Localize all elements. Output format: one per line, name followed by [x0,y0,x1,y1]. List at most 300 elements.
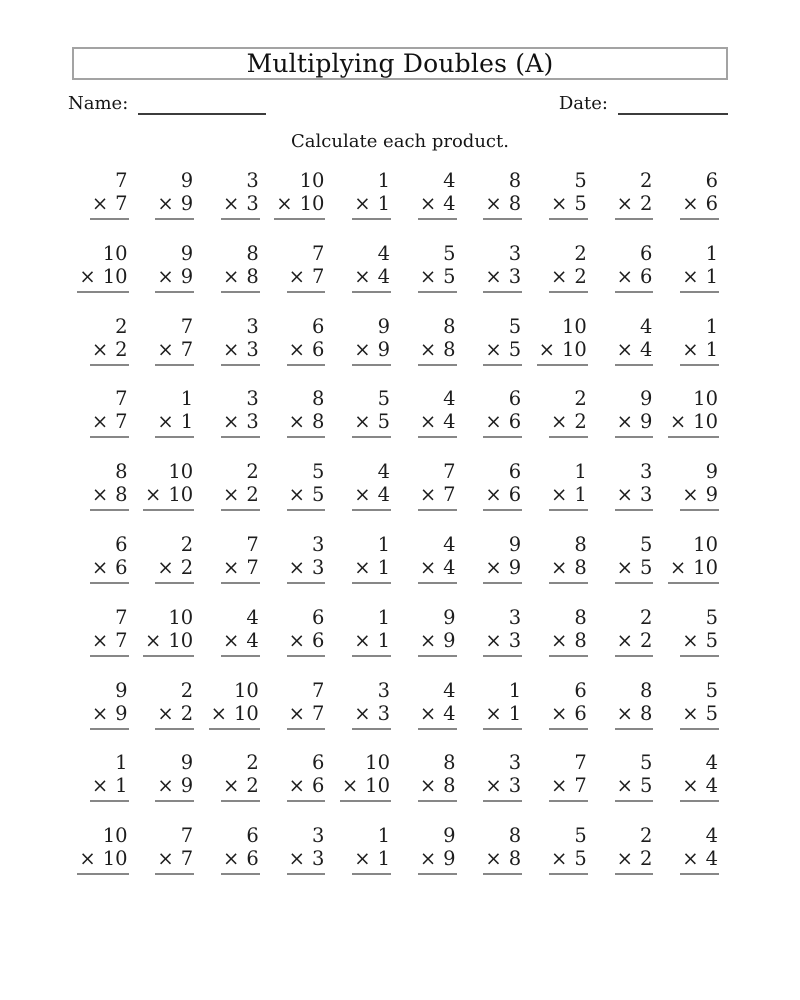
multiplication-problem [615,315,654,366]
multiplicand: 5 [705,605,718,629]
multiplier-line [551,702,587,725]
multiplicand: 7 [115,605,128,629]
multiplier-line [223,556,259,579]
multiplier: 2 [639,847,653,871]
multiply-icon: × [616,483,633,507]
multiplier: 10 [561,337,587,361]
multiply-icon: × [91,774,109,798]
multiplier-line [551,629,587,652]
multiplier: 3 [246,192,259,215]
multiplier: 2 [639,192,653,215]
multiplicand: 3 [311,532,325,556]
problem-cell [72,242,138,315]
multiply-icon: × [682,483,699,507]
multiplicand: 1 [705,241,718,265]
multiplicand: 5 [574,169,587,192]
multiplier-line [420,556,456,579]
multiplier: 9 [377,337,390,361]
problem-cell [400,387,466,460]
problem-cell [662,460,728,533]
multiplication-problem [418,242,457,293]
problem-cell [597,606,663,679]
multiplier-line [551,847,587,870]
multiplier-line [420,265,456,288]
multiplication-problem [221,242,260,293]
multiply-icon: × [419,410,437,434]
multiplier-line [157,702,193,725]
multiply-icon: × [485,774,502,798]
multiply-icon: × [354,555,371,579]
multiplicand: 7 [574,751,587,775]
problem-cell [400,751,466,824]
multiplicand: 1 [377,824,390,848]
multiply-icon: × [91,701,109,725]
multiplier: 7 [115,410,128,434]
multiplicand: 8 [311,387,325,411]
multiplication-problem [287,606,326,657]
multiplicand: 3 [246,387,259,411]
multiplier-line [223,847,259,870]
problem-cell [662,606,728,679]
multiplier: 10 [168,483,194,507]
multiplier: 10 [299,192,325,215]
multiplier-line [617,483,653,506]
problem-cell [662,824,728,897]
multiplicand: 5 [574,824,587,848]
multiplication-problem [90,533,129,584]
multiplicand: 10 [561,314,587,338]
multiplier: 7 [115,628,128,652]
multiply-icon: × [157,337,174,361]
multiplication-problem [352,606,391,657]
multiplier-line [157,556,193,579]
multiply-icon: × [551,701,568,725]
problem-cell [203,460,269,533]
multiply-icon: × [145,483,162,507]
multiply-icon: × [682,264,699,288]
multiplicand: 7 [115,169,128,192]
multiplier-line [157,192,193,215]
multiplier: 6 [115,555,128,579]
multiplier: 8 [574,555,587,579]
problem-cell [662,242,728,315]
multiplier-line [617,556,653,579]
multiplicand: 4 [443,678,456,702]
multiplier-line [92,702,128,725]
problem-cell [269,460,335,533]
problem-cell [72,169,138,242]
multiplier-line [420,410,456,433]
multiplication-problem [287,679,326,730]
multiplication-problem [483,242,522,293]
date-blank-line [618,113,728,115]
multiplication-problem [221,315,260,366]
multiply-icon: × [419,555,437,579]
multiplier-line [551,265,587,288]
multiplier-line [682,847,718,870]
multiplier-line [223,338,259,361]
multiply-icon: × [79,264,96,288]
multiplicand: 2 [180,532,194,556]
multiplication-problem [77,242,128,293]
multiplication-problem [155,824,194,875]
multiplicand: 1 [377,169,390,192]
multiplication-problem [352,387,391,438]
multiplicand: 7 [180,824,194,848]
multiplication-problem [549,533,588,584]
multiplier-line [485,265,521,288]
multiplication-problem [90,387,129,438]
multiplier: 5 [705,628,718,652]
problem-cell [531,824,597,897]
multiplier: 5 [639,555,653,579]
multiplier: 1 [574,483,587,507]
multiply-icon: × [288,701,305,725]
multiplier: 10 [102,847,128,871]
multiplier-line [157,410,193,433]
multiplier: 10 [365,774,390,798]
multiplier-line [289,702,325,725]
multiplication-problem [221,751,260,802]
multiplier: 5 [574,192,587,215]
problem-cell [269,169,335,242]
multiplier-line [223,265,259,288]
multiplier-line [420,629,456,652]
multiplicand: 2 [246,460,259,484]
multiplier: 2 [246,774,259,798]
multiplicand: 7 [115,387,128,411]
multiplication-problem [549,606,588,657]
multiplier: 3 [508,628,522,652]
multiplicand: 8 [639,678,653,702]
multiplication-problem [90,315,129,366]
multiplier-line [92,483,128,506]
multiply-icon: × [157,847,174,871]
multiplier: 3 [246,410,259,434]
problem-cell [466,751,532,824]
multiplier-line [354,483,390,506]
problem-cell [597,751,663,824]
multiplication-problem [615,169,654,220]
multiplier-line [92,410,128,433]
multiplicand: 6 [311,314,325,338]
multiplicand: 1 [508,678,522,702]
multiplier-line [354,847,390,870]
multiplicand: 4 [246,605,259,629]
multiply-icon: × [419,337,437,361]
multiplication-problem [221,533,260,584]
multiplication-problem [352,242,391,293]
multiplier-line [354,410,390,433]
multiplier: 3 [246,337,259,361]
multiply-icon: × [354,192,371,215]
multiplier: 8 [574,628,587,652]
problem-cell [269,315,335,388]
multiplication-problem [155,387,194,438]
multiply-icon: × [157,555,174,579]
multiplication-problem [287,315,326,366]
multiplicand: 7 [246,532,259,556]
multiplier: 7 [311,264,325,288]
problem-cell [138,242,204,315]
multiplier: 7 [443,483,456,507]
multiplication-problem [680,315,719,366]
problem-cell [203,315,269,388]
multiplier: 5 [311,483,325,507]
problem-cell [597,533,663,606]
multiplicand: 2 [246,751,259,775]
problem-cell [400,169,466,242]
name-label: Name: [68,93,129,114]
multiplication-problem [483,460,522,511]
multiplicand: 3 [639,460,653,484]
multiply-icon: × [485,410,502,434]
multiplier: 5 [377,410,390,434]
problem-cell [203,606,269,679]
problem-cell [400,679,466,752]
instruction-text: Calculate each product. [291,131,509,152]
multiplier-line [682,702,718,725]
multiply-icon: × [616,628,633,652]
multiply-icon: × [288,483,305,507]
multiplier: 8 [508,847,522,871]
multiply-icon: × [91,555,109,579]
multiply-icon: × [485,847,502,871]
multiplicand: 10 [693,532,718,556]
problem-cell [334,679,400,752]
multiplier: 7 [246,555,259,579]
multiplier-line [420,192,456,215]
multiplicand: 1 [377,532,390,556]
multiply-icon: × [91,628,109,652]
multiplier-line [551,410,587,433]
problem-cell [269,533,335,606]
multiplier: 3 [508,774,522,798]
problem-cell [334,824,400,897]
multiply-icon: × [157,264,174,288]
multiplier-line [289,629,325,652]
multiply-icon: × [223,628,240,652]
multiplier-line [92,192,128,215]
multiply-icon: × [288,337,305,361]
multiplier-line [354,265,390,288]
multiplier: 9 [443,847,456,871]
multiplier: 4 [377,483,390,507]
multiply-icon: × [79,847,96,871]
multiplicand: 10 [102,824,128,848]
problem-cell [662,169,728,242]
multiplicand: 6 [311,605,325,629]
multiplication-problem [352,315,391,366]
problem-cell [72,679,138,752]
multiply-icon: × [419,264,437,288]
multiplicand: 10 [299,169,325,192]
multiplication-problem [615,606,654,657]
multiplier: 9 [180,192,194,215]
multiplier: 1 [705,337,718,361]
multiplication-problem [221,824,260,875]
multiplicand: 5 [311,460,325,484]
multiply-icon: × [485,555,502,579]
multiplicand: 8 [443,314,456,338]
problem-cell [334,242,400,315]
multiplicand: 2 [574,241,587,265]
multiplier: 1 [115,774,128,798]
multiplication-problem [680,824,719,875]
multiplier-line [289,483,325,506]
multiplicand: 2 [115,314,128,338]
multiply-icon: × [682,701,699,725]
multiply-icon: × [485,628,502,652]
multiplier: 1 [377,628,390,652]
multiplicand: 4 [443,387,456,411]
multiply-icon: × [157,192,174,215]
multiplier: 4 [443,410,456,434]
multiplication-problem [537,315,588,366]
multiply-icon: × [157,774,174,798]
multiplication-problem [615,824,654,875]
problem-cell [597,679,663,752]
multiplier: 7 [115,192,128,215]
problem-cell [138,169,204,242]
multiplier-line [145,483,193,506]
multiplication-problem [221,169,260,220]
problem-cell [466,679,532,752]
multiplication-problem [274,169,325,220]
multiply-icon: × [223,192,240,215]
multiplication-problem [418,679,457,730]
problem-cell [138,751,204,824]
multiplication-problem [680,460,719,511]
multiplier: 7 [574,774,587,798]
multiplicand: 3 [508,751,522,775]
multiply-icon: × [288,555,305,579]
multiply-icon: × [157,410,174,434]
multiplier-line [79,265,127,288]
multiplier-line [157,774,193,797]
multiplier-line [420,338,456,361]
multiplier: 8 [443,337,456,361]
multiply-icon: × [551,410,568,434]
multiplier: 6 [705,192,718,215]
multiplier: 7 [180,337,194,361]
multiplication-problem [483,169,522,220]
multiplier-line [485,629,521,652]
problem-cell [531,315,597,388]
multiply-icon: × [354,410,371,434]
problem-cell [531,169,597,242]
multiplier-line [682,774,718,797]
multiply-icon: × [616,337,633,361]
multiplier-line [551,774,587,797]
problem-cell [138,533,204,606]
multiplicand: 8 [574,605,587,629]
multiplier: 3 [311,555,325,579]
multiply-icon: × [485,483,502,507]
problem-cell [400,460,466,533]
multiplication-problem [155,315,194,366]
multiplier: 7 [180,847,194,871]
multiplier-line [354,338,390,361]
problem-cell [72,824,138,897]
multiply-icon: × [223,555,240,579]
multiplicand: 6 [705,169,718,192]
multiplication-problem [418,315,457,366]
multiplier-line [92,338,128,361]
multiplier-line [92,556,128,579]
multiplicand: 2 [574,387,587,411]
multiplier-line [354,702,390,725]
problem-cell [138,315,204,388]
problem-cell [334,606,400,679]
problem-cell [72,606,138,679]
multiplier: 8 [311,410,325,434]
multiplication-problem [549,751,588,802]
date-field-group [559,92,728,116]
problem-grid [72,169,728,897]
multiplicand: 3 [508,241,522,265]
multiplier-line [485,192,521,215]
multiplier: 6 [311,628,325,652]
multiplicand: 9 [443,824,456,848]
problem-cell [203,679,269,752]
multiplier-line [617,774,653,797]
multiplicand: 9 [377,314,390,338]
multiply-icon: × [551,555,568,579]
multiplier-line [485,847,521,870]
multiplication-problem [483,533,522,584]
multiplier: 10 [168,628,194,652]
multiplication-problem [549,169,588,220]
multiply-icon: × [419,701,437,725]
multiply-icon: × [419,628,437,652]
multiplication-problem [615,460,654,511]
multiplier-line [223,774,259,797]
multiplicand: 9 [180,169,194,192]
multiplication-problem [155,169,194,220]
multiplicand: 8 [574,532,587,556]
multiplicand: 4 [705,824,718,848]
multiply-icon: × [91,483,109,507]
problem-cell [334,169,400,242]
multiplication-problem [680,606,719,657]
multiplicand: 6 [115,532,128,556]
problem-cell [531,242,597,315]
multiplier: 8 [639,701,653,725]
multiply-icon: × [682,192,699,215]
multiply-icon: × [485,337,502,361]
multiplicand: 6 [639,241,653,265]
multiplier: 1 [377,555,390,579]
multiplication-problem [483,751,522,802]
multiplication-problem [483,824,522,875]
multiplication-problem [155,679,194,730]
multiply-icon: × [485,264,502,288]
multiplier-line [485,483,521,506]
multiplier-line [682,338,718,361]
multiplier-line [223,410,259,433]
multiplier-line [617,629,653,652]
multiplicand: 8 [115,460,128,484]
multiplier-line [223,629,259,652]
multiplier: 6 [639,264,653,288]
multiplier: 7 [311,701,325,725]
multiplier: 6 [508,410,522,434]
multiply-icon: × [354,701,371,725]
multiplication-problem [668,387,719,438]
problem-cell [334,387,400,460]
multiplier-line [354,629,390,652]
